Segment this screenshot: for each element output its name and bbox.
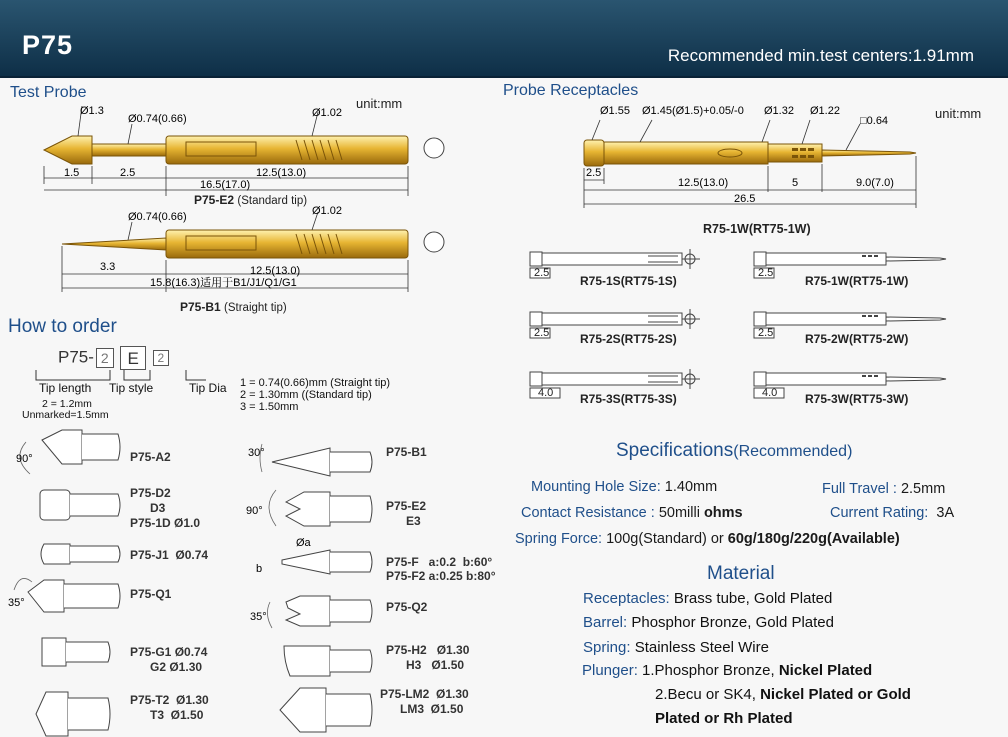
probe-b1-caption <box>180 300 287 314</box>
mat-receptacles-value: Brass tube, Gold Plated <box>673 590 833 607</box>
probe-b1-note: (Straight tip) <box>224 302 287 314</box>
dia-note-1: 1 = 0.74(0.66)mm (Straight tip) <box>240 377 391 389</box>
dim-e2-d102: Ø1.02 <box>312 107 342 119</box>
test-probe-title: Test Probe <box>10 84 87 101</box>
mat-barrel-value: Phosphor Bronze, Gold Plated <box>631 614 834 631</box>
spec-resistance-unit: ohms <box>703 505 743 521</box>
receptacle-main-drawing <box>570 96 940 214</box>
tip-e2-label: P75-E2 E3 <box>386 499 427 528</box>
probe-e2-caption <box>194 193 307 207</box>
tip-g1-label: P75-G1 Ø0.74 G2 Ø1.30 <box>130 645 208 674</box>
tip-f-angle-b: b <box>256 563 263 575</box>
spec-rating-value: 3A <box>936 505 955 521</box>
dim-r-sq064: □0.64 <box>860 115 889 127</box>
min-test-centers: Recommended min.test centers:1.91mm <box>667 46 974 65</box>
variant-2s-name: R75-2S(RT75-2S) <box>580 332 677 346</box>
tip-e2-angle: 90° <box>246 505 263 517</box>
variant-1s-dim: 2.5 <box>534 267 550 279</box>
spec-spring <box>515 531 900 547</box>
page-title: P75 <box>22 30 74 60</box>
tip-g1-shape <box>42 638 66 666</box>
specs-title-suffix: (Recommended) <box>733 443 853 460</box>
variant-2w-name: R75-2W(RT75-2W) <box>805 332 909 346</box>
how-to-order-title: How to order <box>8 316 117 337</box>
mat-plunger <box>582 662 872 679</box>
length-note-1: 2 = 1.2mm <box>42 398 92 410</box>
specs-title <box>616 440 852 462</box>
mat-spring <box>583 639 769 656</box>
variant-3w-name: R75-3W(RT75-3W) <box>805 392 909 406</box>
order-box-length: 2 <box>96 348 114 368</box>
dim-b1-33: 3.3 <box>100 261 116 273</box>
mat-plunger-label: Plunger: <box>582 662 638 679</box>
tip-t2-shape <box>36 692 68 736</box>
dim-r-265: 26.5 <box>734 193 756 205</box>
dim-e2-15: 1.5 <box>64 167 80 179</box>
variant-3w-dim: 4.0 <box>762 387 778 399</box>
spec-resistance <box>521 505 743 521</box>
tip-a2-shape <box>42 430 82 464</box>
dim-r-d132: Ø1.32 <box>764 105 794 117</box>
tip-b1-shape <box>272 448 330 476</box>
variant-2s-dim: 2.5 <box>534 327 550 339</box>
probe-e2-end-view <box>424 138 444 158</box>
dim-e2-165: 16.5(17.0) <box>200 179 251 191</box>
tip-a2-angle: 90° <box>16 453 33 465</box>
spec-rating <box>830 505 954 521</box>
tip-j1-label: P75-J1 Ø0.74 <box>130 548 209 562</box>
spec-spring-bold: 60g/180g/220g(Available) <box>727 531 900 547</box>
mat-plunger-line1: 1.Phosphor Bronze, <box>642 662 775 679</box>
variant-1w-name: R75-1W(RT75-1W) <box>805 274 909 288</box>
tip-f-shape <box>282 550 330 574</box>
dim-r-d155: Ø1.55 <box>600 105 630 117</box>
dim-e2-125: 12.5(13.0) <box>256 167 307 179</box>
mat-barrel <box>583 614 834 631</box>
dim-r-25: 2.5 <box>586 167 602 179</box>
order-box-style: E <box>120 346 145 370</box>
tip-h2-shape <box>284 646 330 676</box>
dim-r-5: 5 <box>792 177 799 189</box>
dim-b1-125: 12.5(13.0) <box>250 265 301 277</box>
mat-receptacles-label: Receptacles: <box>583 590 670 607</box>
mat-barrel-label: Barrel: <box>583 614 628 631</box>
mat-plunger-line1-bold: Nickel Plated <box>778 662 873 679</box>
dia-note-2: 2 = 1.30mm ((Standard tip) <box>240 389 372 401</box>
specs-title-main: Specifications <box>616 440 734 461</box>
mat-plunger-2 <box>655 686 911 703</box>
receptacle-main-caption: R75-1W(RT75-1W) <box>703 222 811 236</box>
variant-2w-dim: 2.5 <box>758 327 774 339</box>
dim-r-90: 9.0(7.0) <box>856 177 894 189</box>
variant-1w-dim: 2.5 <box>758 267 774 279</box>
mat-plunger-line2: 2.Becu or SK4, <box>655 686 756 703</box>
spec-spring-label: Spring Force: <box>515 531 603 547</box>
tip-b1-label: P75-B1 <box>386 445 427 459</box>
spec-resistance-label: Contact Resistance : <box>521 505 655 521</box>
tip-d2-label: P75-D2 D3 P75-1D Ø1.0 <box>130 486 201 530</box>
probe-b1-end-view <box>424 232 444 252</box>
dia-note-3: 3 = 1.50mm <box>240 401 299 413</box>
variant-1s-name: R75-1S(RT75-1S) <box>580 274 677 288</box>
spec-mounting-value: 1.40mm <box>664 479 718 495</box>
tip-q1-angle: 35° <box>8 597 25 609</box>
spec-travel-value: 2.5mm <box>900 481 946 497</box>
probe-b1-name: P75-B1 <box>180 300 221 314</box>
order-code <box>58 346 169 370</box>
mat-plunger-line3-bold: Plated or Rh Plated <box>655 710 793 727</box>
spec-resistance-value: 50milli <box>658 505 700 521</box>
dim-e2-25: 2.5 <box>120 167 136 179</box>
tip-q2-label: P75-Q2 <box>386 600 428 614</box>
mat-spring-label: Spring: <box>583 639 631 656</box>
test-probe-drawing <box>0 92 460 322</box>
tip-j1-shape <box>41 544 70 564</box>
tip-d2-shape <box>40 490 70 520</box>
spec-travel <box>822 481 945 497</box>
dim-e2-d074: Ø0.74(0.66) <box>128 113 187 125</box>
probe-e2-note: (Standard tip) <box>237 195 308 207</box>
tip-b1-angle: 30° <box>248 447 265 459</box>
variant-3s-name: R75-3S(RT75-3S) <box>580 392 677 406</box>
mat-plunger-3 <box>655 710 793 727</box>
tip-lm2-label: P75-LM2 Ø1.30 LM3 Ø1.50 <box>380 687 469 716</box>
label-tip-length: Tip length <box>39 381 92 395</box>
tip-e2-shape <box>286 492 330 526</box>
mat-spring-value: Stainless Steel Wire <box>634 639 769 656</box>
tip-a2-label: P75-A2 <box>130 450 171 464</box>
dim-b1-158: 15.8(16.3)适用于B1/J1/Q1/G1 <box>150 277 297 289</box>
tip-f-angle: Øa <box>296 537 311 549</box>
dim-b1-d102: Ø1.02 <box>312 205 342 217</box>
dim-e2-d13: Ø1.3 <box>80 105 104 117</box>
tip-q2-shape <box>286 596 330 626</box>
length-note-2: Unmarked=1.5mm <box>22 409 109 421</box>
dim-r-d122: Ø1.22 <box>810 105 840 117</box>
tip-q1-label: P75-Q1 <box>130 587 172 601</box>
receptacles-unit: unit:mm <box>935 106 982 121</box>
dim-r-d145: Ø1.45(Ø1.5)+0.05/-0 <box>642 105 744 117</box>
tip-h2-label: P75-H2 Ø1.30 H3 Ø1.50 <box>386 643 470 672</box>
spec-mounting-label: Mounting Hole Size: <box>531 479 661 495</box>
order-prefix: P75- <box>58 347 94 367</box>
probe-e2-name: P75-E2 <box>194 193 235 207</box>
spec-spring-value: 100g(Standard) or <box>606 531 724 547</box>
receptacles-title: Probe Receptacles <box>503 82 639 99</box>
variant-3s-dim: 4.0 <box>538 387 554 399</box>
tip-q2-angle: 35° <box>250 611 267 623</box>
tip-f-label: P75-F a:0.2 b:60° P75-F2 a:0.25 b:80° <box>386 555 496 583</box>
dim-b1-d074: Ø0.74(0.66) <box>128 211 187 223</box>
spec-rating-label: Current Rating: <box>830 505 929 521</box>
dim-r-125: 12.5(13.0) <box>678 177 729 189</box>
header-banner <box>0 0 1008 78</box>
mat-receptacles <box>583 590 832 607</box>
label-tip-dia: Tip Dia <box>189 381 227 395</box>
tip-lm2-shape <box>280 688 326 732</box>
mat-plunger-line2-bold: Nickel Plated or Gold <box>760 686 911 703</box>
spec-travel-label: Full Travel : <box>822 481 897 497</box>
probe-b1-body <box>62 230 408 258</box>
test-probe-unit: unit:mm <box>356 96 403 111</box>
tip-q1-shape <box>28 580 64 612</box>
order-box-dia: 2 <box>153 350 170 366</box>
spec-mounting <box>531 479 717 495</box>
tip-t2-label: P75-T2 Ø1.30 T3 Ø1.50 <box>130 693 209 722</box>
probe-e2-body <box>44 136 408 164</box>
material-title: Material <box>707 563 775 584</box>
label-tip-style: Tip style <box>109 381 154 395</box>
